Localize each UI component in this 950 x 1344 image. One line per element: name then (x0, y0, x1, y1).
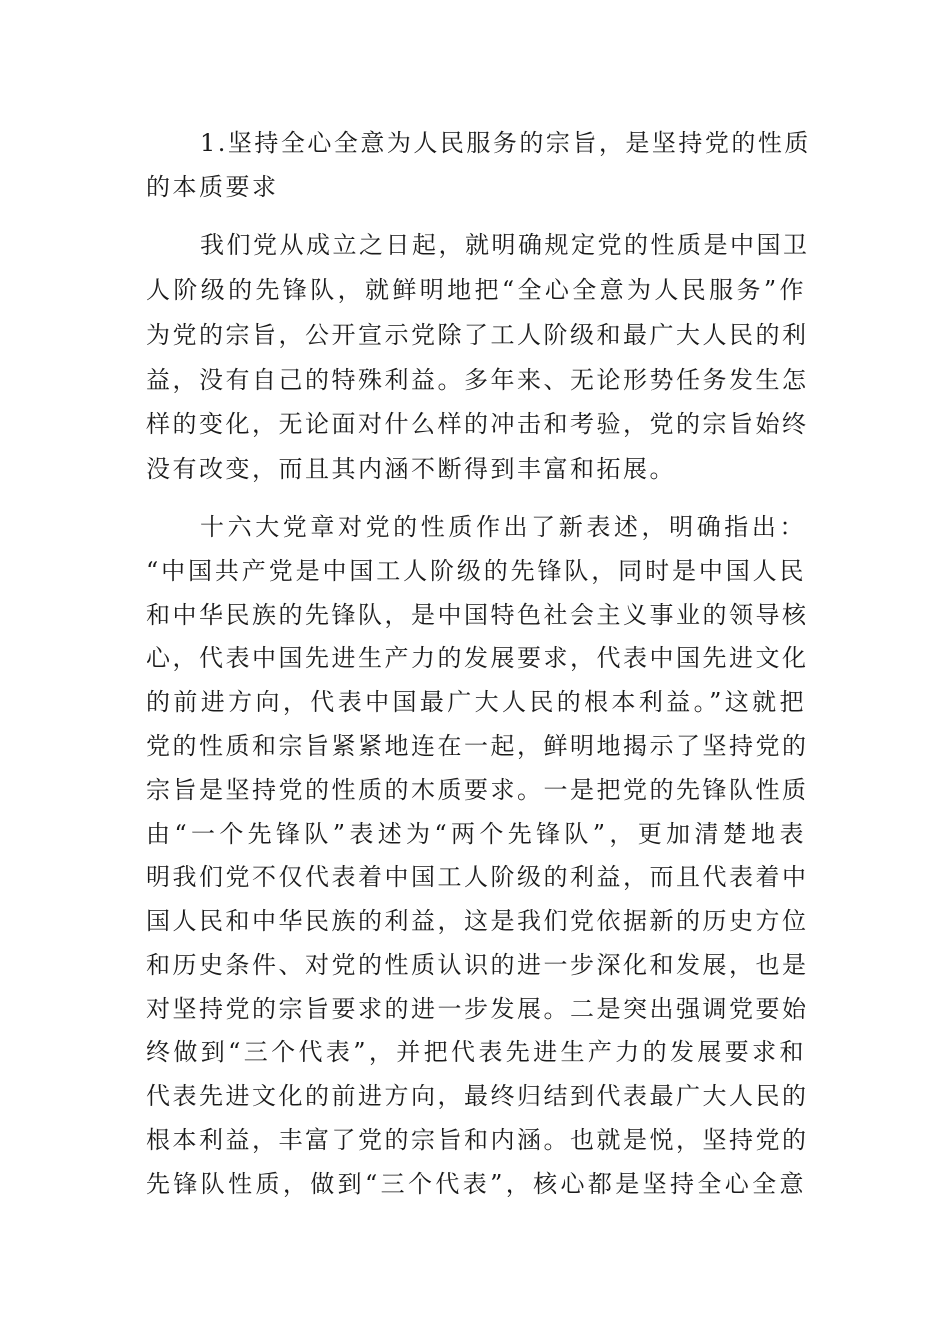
paragraph-1-line-6: 没有改变，而且其内涵不断得到丰富和拓展。 (146, 455, 676, 483)
paragraph-2-line-2: “中国共产党是中国工人阶级的先锋队，同时是中国人民 (146, 557, 806, 585)
paragraph-2-line-7: 宗旨是坚持党的性质的木质要求。一是把党的先锋队性质 (146, 776, 809, 804)
paragraph-1-line-4: 益，没有自己的特殊利益。多年来、无论形势任务发生怎 (146, 366, 809, 394)
heading-line-1: 1.坚持全心全意为人民服务的宗旨，是坚持党的性质 (200, 129, 811, 157)
paragraph-2-line-14: 代表先进文化的前进方向，最终归结到代表最广大人民的 (146, 1082, 809, 1110)
paragraph-2-line-5: 的前进方向，代表中国最广大人民的根本利益。”这就把 (146, 688, 806, 716)
paragraph-2-line-11: 和历史条件、对党的性质认识的进一步深化和发展，也是 (146, 951, 809, 979)
paragraph-2-line-1: 十六大党章对党的性质作出了新表述，明确指出： (200, 513, 806, 541)
paragraph-2-line-3: 和中华民族的先锋队，是中国特色社会主义事业的领导核 (146, 601, 809, 629)
paragraph-1-line-2: 人阶级的先锋队，就鲜明地把“全心全意为人民服务”作 (146, 276, 806, 304)
paragraph-2-line-9: 明我们党不仅代表着中国工人阶级的利益，而且代表着中 (146, 863, 809, 891)
paragraph-2-line-15: 根本利益，丰富了党的宗旨和内涵。也就是悦，坚持党的 (146, 1126, 809, 1154)
heading-line-2: 的本质要求 (146, 173, 279, 201)
paragraph-1-line-5: 样的变化，无论面对什么样的冲击和考验，党的宗旨始终 (146, 410, 809, 438)
paragraph-2-line-13: 终做到“三个代表”，并把代表先进生产力的发展要求和 (146, 1038, 806, 1066)
paragraph-2-line-12: 对坚持党的宗旨要求的进一步发展。二是突出强调党要始 (146, 995, 809, 1023)
paragraph-1-line-1: 我们党从成立之日起，就明确规定党的性质是中国卫 (200, 231, 810, 259)
paragraph-2-line-16: 先锋队性质，做到“三个代表”，核心都是坚持全心全意 (146, 1170, 806, 1198)
paragraph-2-line-8: 由“一个先锋队”表述为“两个先锋队”，更加清楚地表 (146, 820, 806, 848)
paragraph-1-line-3: 为党的宗旨，公开宣示党除了工人阶级和最广大人民的利 (146, 321, 809, 349)
paragraph-2-line-6: 党的性质和宗旨紧紧地连在一起，鲜明地揭示了坚持党的 (146, 732, 809, 760)
paragraph-2-line-4: 心，代表中国先进生产力的发展要求，代表中国先进文化 (146, 644, 809, 672)
paragraph-2-line-10: 国人民和中华民族的利益，这是我们党依据新的历史方位 (146, 907, 809, 935)
